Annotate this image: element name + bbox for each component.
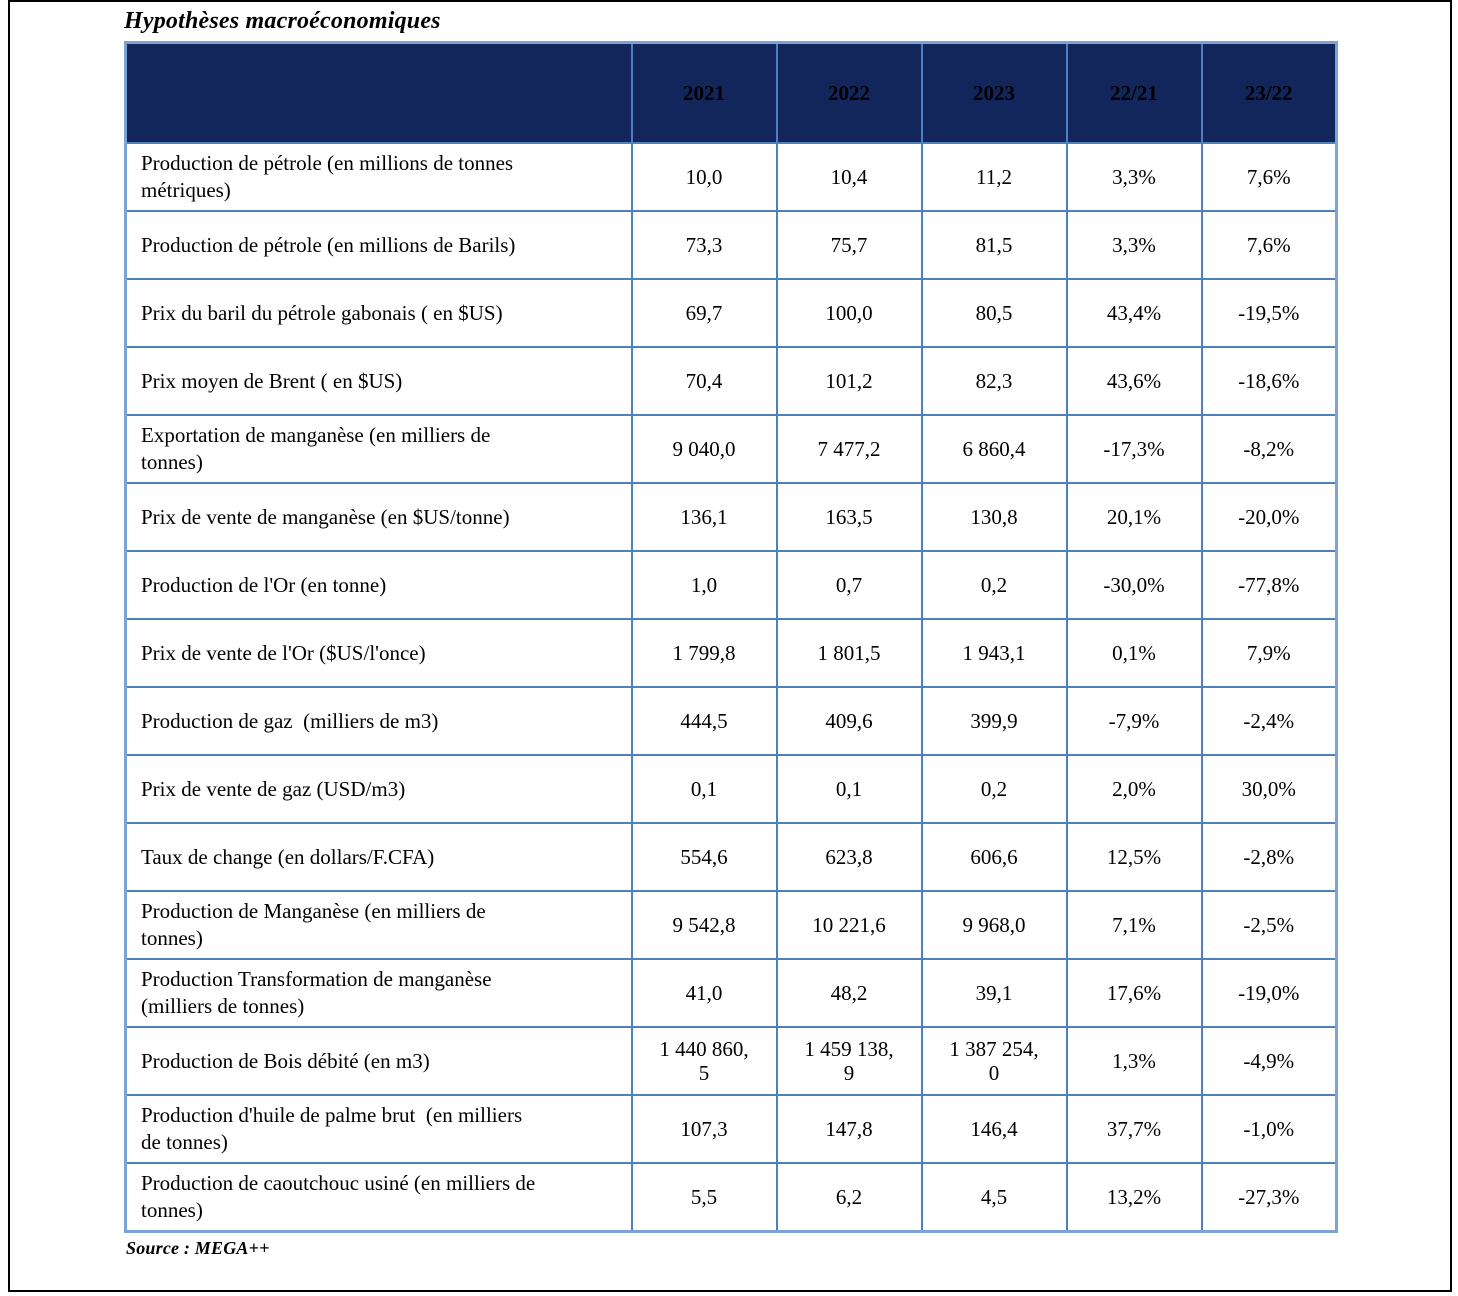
- source-note: Source : MEGA++: [126, 1237, 270, 1258]
- value-2023: 130,8: [922, 483, 1067, 551]
- table-row: [126, 143, 1337, 211]
- value-2021: 1 799,8: [632, 619, 777, 687]
- table-row: [126, 755, 1337, 823]
- value-22-21: 20,1%: [1067, 483, 1202, 551]
- row-label: Taux de change (en dollars/F.CFA): [126, 823, 632, 891]
- value-23-22: -4,9%: [1202, 1027, 1337, 1095]
- value-23-22: 7,6%: [1202, 143, 1337, 211]
- value-2022: 623,8: [777, 823, 922, 891]
- header-year-cell: 2022: [777, 43, 922, 144]
- table-row: [126, 415, 1337, 483]
- header-year-cell: 23/22: [1202, 43, 1337, 144]
- value-2021: 69,7: [632, 279, 777, 347]
- header-year-cell: 2021: [632, 43, 777, 144]
- value-2021: 1 440 860,​5: [632, 1027, 777, 1095]
- value-22-21: 43,6%: [1067, 347, 1202, 415]
- table-row: [126, 1163, 1337, 1231]
- table-row: [126, 1027, 1337, 1095]
- row-label: Production de Manganèse (en milliers de tonnes): [126, 891, 632, 959]
- value-23-22: -19,5%: [1202, 279, 1337, 347]
- value-2021: 10,0: [632, 143, 777, 211]
- value-2023: 1 387 254,​0: [922, 1027, 1067, 1095]
- value-22-21: 13,2%: [1067, 1163, 1202, 1231]
- value-2022: 75,7: [777, 211, 922, 279]
- table-row: [126, 211, 1337, 279]
- value-2022: 1 459 138,​9: [777, 1027, 922, 1095]
- table-row: [126, 891, 1337, 959]
- value-2023: 82,3: [922, 347, 1067, 415]
- table-row: [126, 279, 1337, 347]
- value-22-21: 3,3%: [1067, 143, 1202, 211]
- value-23-22: -77,8%: [1202, 551, 1337, 619]
- value-23-22: 7,6%: [1202, 211, 1337, 279]
- value-2023: 0,2: [922, 755, 1067, 823]
- value-2021: 5,5: [632, 1163, 777, 1231]
- page-content: [124, 8, 1336, 1259]
- value-22-21: -17,3%: [1067, 415, 1202, 483]
- value-2023: 11,2: [922, 143, 1067, 211]
- value-2021: 0,1: [632, 755, 777, 823]
- value-2022: 6,2: [777, 1163, 922, 1231]
- value-2022: 0,7: [777, 551, 922, 619]
- row-label: Prix du baril du pétrole gabonais ( en $US): [126, 279, 632, 347]
- value-22-21: 7,1%: [1067, 891, 1202, 959]
- value-2021: 444,5: [632, 687, 777, 755]
- value-22-21: 12,5%: [1067, 823, 1202, 891]
- value-2023: 80,5: [922, 279, 1067, 347]
- row-label: Production de pétrole (en millions de tonnes métriques): [126, 143, 632, 211]
- value-23-22: -18,6%: [1202, 347, 1337, 415]
- row-label: Prix de vente de manganèse (en $US/tonne): [126, 483, 632, 551]
- value-2021: 136,1: [632, 483, 777, 551]
- value-2022: 163,5: [777, 483, 922, 551]
- row-label: Prix de vente de l'Or ($US/l'once): [126, 619, 632, 687]
- value-2021: 70,4: [632, 347, 777, 415]
- value-2022: 100,0: [777, 279, 922, 347]
- value-2023: 6 860,4: [922, 415, 1067, 483]
- value-2022: 10,4: [777, 143, 922, 211]
- value-22-21: -30,0%: [1067, 551, 1202, 619]
- value-22-21: 1,3%: [1067, 1027, 1202, 1095]
- value-2023: 39,1: [922, 959, 1067, 1027]
- table-row: [126, 551, 1337, 619]
- value-23-22: 7,9%: [1202, 619, 1337, 687]
- value-23-22: -20,0%: [1202, 483, 1337, 551]
- value-2022: 48,2: [777, 959, 922, 1027]
- value-2022: 147,8: [777, 1095, 922, 1163]
- value-2022: 10 221,6: [777, 891, 922, 959]
- row-label: Production Transformation de manganèse (milliers de tonnes): [126, 959, 632, 1027]
- value-2022: 409,6: [777, 687, 922, 755]
- value-23-22: -19,0%: [1202, 959, 1337, 1027]
- value-23-22: -1,0%: [1202, 1095, 1337, 1163]
- value-2021: 9 542,8: [632, 891, 777, 959]
- row-label: Production de gaz (milliers de m3): [126, 687, 632, 755]
- row-label: Exportation de manganèse (en milliers de tonnes): [126, 415, 632, 483]
- value-2022: 1 801,5: [777, 619, 922, 687]
- row-label: Prix de vente de gaz (USD/m3): [126, 755, 632, 823]
- row-label: Production de Bois débité (en m3): [126, 1027, 632, 1095]
- table-row: [126, 823, 1337, 891]
- row-label: Production de l'Or (en tonne): [126, 551, 632, 619]
- value-2023: 9 968,0: [922, 891, 1067, 959]
- row-label: Production de pétrole (en millions de Barils): [126, 211, 632, 279]
- value-22-21: -7,9%: [1067, 687, 1202, 755]
- table-title: Hypothèses macroéconomiques: [124, 8, 441, 34]
- header-empty-cell: [126, 43, 632, 144]
- table-row: [126, 687, 1337, 755]
- value-22-21: 43,4%: [1067, 279, 1202, 347]
- value-2022: 0,1: [777, 755, 922, 823]
- macro-assumptions-table: [124, 41, 1338, 1233]
- value-2022: 101,2: [777, 347, 922, 415]
- value-23-22: -2,4%: [1202, 687, 1337, 755]
- value-2021: 107,3: [632, 1095, 777, 1163]
- value-23-22: -8,2%: [1202, 415, 1337, 483]
- value-23-22: -27,3%: [1202, 1163, 1337, 1231]
- value-2021: 554,6: [632, 823, 777, 891]
- value-2021: 9 040,0: [632, 415, 777, 483]
- value-22-21: 37,7%: [1067, 1095, 1202, 1163]
- value-23-22: -2,5%: [1202, 891, 1337, 959]
- row-label: Production d'huile de palme brut (en milliers de tonnes): [126, 1095, 632, 1163]
- table-row: [126, 619, 1337, 687]
- header-year-cell: 2023: [922, 43, 1067, 144]
- value-2023: 4,5: [922, 1163, 1067, 1231]
- table-row: [126, 959, 1337, 1027]
- row-label: Production de caoutchouc usiné (en milliers de tonnes): [126, 1163, 632, 1231]
- value-2023: 606,6: [922, 823, 1067, 891]
- value-22-21: 17,6%: [1067, 959, 1202, 1027]
- table-header: [126, 43, 1337, 144]
- value-2021: 1,0: [632, 551, 777, 619]
- header-row: [126, 43, 1337, 144]
- value-2023: 0,2: [922, 551, 1067, 619]
- value-23-22: 30,0%: [1202, 755, 1337, 823]
- value-2022: 7 477,2: [777, 415, 922, 483]
- value-2023: 1 943,1: [922, 619, 1067, 687]
- table-row: [126, 347, 1337, 415]
- table-row: [126, 1095, 1337, 1163]
- value-2023: 81,5: [922, 211, 1067, 279]
- value-2021: 41,0: [632, 959, 777, 1027]
- value-22-21: 0,1%: [1067, 619, 1202, 687]
- value-2021: 73,3: [632, 211, 777, 279]
- header-year-cell: 22/21: [1067, 43, 1202, 144]
- value-2023: 146,4: [922, 1095, 1067, 1163]
- value-2023: 399,9: [922, 687, 1067, 755]
- table-body: [126, 143, 1337, 1231]
- row-label: Prix moyen de Brent ( en $US): [126, 347, 632, 415]
- table-row: [126, 483, 1337, 551]
- value-22-21: 2,0%: [1067, 755, 1202, 823]
- value-23-22: -2,8%: [1202, 823, 1337, 891]
- value-22-21: 3,3%: [1067, 211, 1202, 279]
